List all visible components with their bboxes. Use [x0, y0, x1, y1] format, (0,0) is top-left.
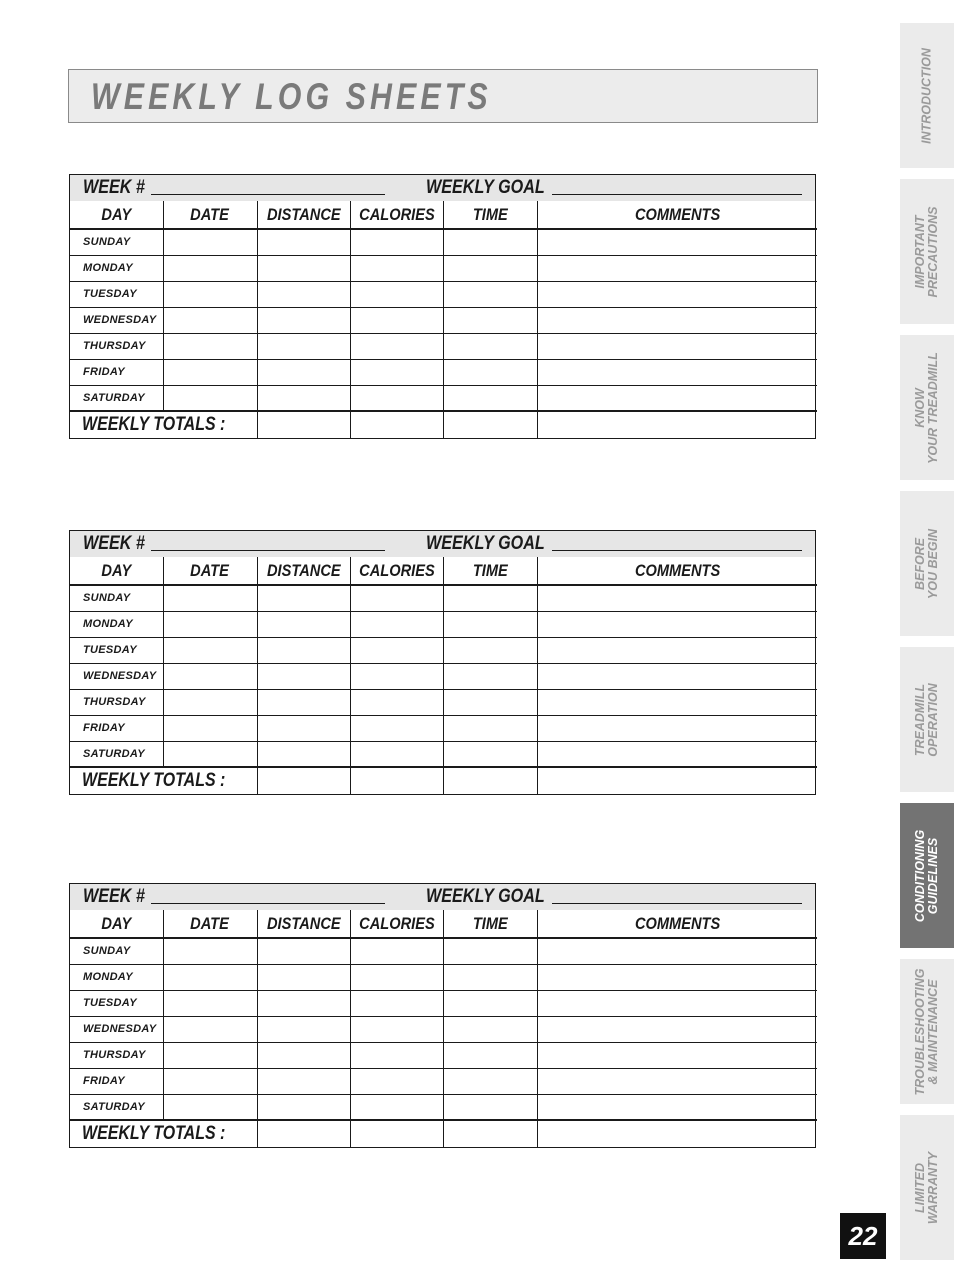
entry-cell[interactable]	[443, 307, 537, 333]
column-header	[537, 201, 817, 229]
weekly-goal-field[interactable]	[552, 903, 802, 904]
day-row	[70, 1016, 817, 1042]
entry-cell[interactable]	[443, 1094, 537, 1120]
total-cell[interactable]	[443, 1120, 537, 1147]
weekly-log-table	[69, 530, 816, 795]
week-number-label: WEEK #	[83, 533, 145, 554]
side-tab-line: OPERATION	[926, 682, 940, 757]
column-header-label: CALORIES	[358, 560, 435, 580]
day-row	[70, 585, 817, 611]
entry-cell[interactable]	[350, 307, 443, 333]
entry-cell[interactable]	[443, 611, 537, 637]
weekly-totals-label: WEEKLY TOTALS :	[70, 767, 257, 794]
column-header-label: COMMENTS	[634, 560, 720, 580]
column-header-row	[70, 910, 817, 938]
column-header-label: COMMENTS	[634, 204, 720, 224]
entry-cell[interactable]	[350, 255, 443, 281]
column-header-row	[70, 201, 817, 229]
entry-cell[interactable]	[163, 255, 257, 281]
entry-cell[interactable]	[443, 585, 537, 611]
entry-cell[interactable]	[257, 281, 350, 307]
day-row	[70, 333, 817, 359]
side-tab-label	[921, 48, 934, 144]
entry-cell[interactable]	[537, 689, 817, 715]
log-header	[70, 531, 815, 557]
column-header	[163, 557, 257, 585]
column-header-label: COMMENTS	[634, 913, 720, 933]
weekly-totals-label: WEEKLY TOTALS :	[70, 411, 257, 438]
weekly-log-table	[69, 174, 816, 439]
entry-cell[interactable]	[257, 663, 350, 689]
entry-cell[interactable]	[257, 255, 350, 281]
entry-cell[interactable]	[537, 990, 817, 1016]
weekly-goal-field[interactable]	[552, 194, 802, 195]
total-cell[interactable]	[443, 767, 537, 794]
entry-cell[interactable]	[163, 938, 257, 964]
side-tab[interactable]	[900, 647, 954, 792]
entry-cell[interactable]	[537, 385, 817, 411]
entry-cell[interactable]	[537, 663, 817, 689]
entry-cell[interactable]	[350, 663, 443, 689]
entry-cell[interactable]	[537, 1068, 817, 1094]
side-tab-line: YOUR TREADMILL	[926, 351, 940, 464]
entry-cell[interactable]	[257, 990, 350, 1016]
column-header	[537, 910, 817, 938]
day-label: WEDNESDAY	[70, 663, 163, 689]
side-tab-label	[914, 206, 940, 297]
log-header	[70, 884, 815, 910]
day-label: FRIDAY	[70, 715, 163, 741]
entry-cell[interactable]	[257, 637, 350, 663]
day-row	[70, 938, 817, 964]
entry-cell[interactable]	[257, 1094, 350, 1120]
entry-cell[interactable]	[537, 637, 817, 663]
entry-cell[interactable]	[443, 359, 537, 385]
day-label: MONDAY	[70, 255, 163, 281]
entry-cell[interactable]	[163, 307, 257, 333]
day-label: FRIDAY	[70, 359, 163, 385]
total-cell[interactable]	[537, 1120, 817, 1147]
side-tab-line: WARRANTY	[926, 1151, 940, 1224]
column-header-label: CALORIES	[358, 204, 435, 224]
entry-cell[interactable]	[163, 689, 257, 715]
side-tab-label	[914, 528, 940, 598]
day-label: SATURDAY	[70, 385, 163, 411]
entry-cell[interactable]	[443, 1068, 537, 1094]
entry-cell[interactable]	[350, 689, 443, 715]
entry-cell[interactable]	[350, 1068, 443, 1094]
day-row	[70, 663, 817, 689]
entry-cell[interactable]	[163, 333, 257, 359]
entry-cell[interactable]	[443, 990, 537, 1016]
entry-cell[interactable]	[163, 663, 257, 689]
side-tab[interactable]	[900, 179, 954, 324]
entry-cell[interactable]	[257, 689, 350, 715]
entry-cell[interactable]	[350, 990, 443, 1016]
column-header-label: DATE	[190, 913, 230, 933]
entry-cell[interactable]	[350, 637, 443, 663]
column-header-label: DATE	[190, 560, 230, 580]
day-label: SUNDAY	[70, 585, 163, 611]
entry-cell[interactable]	[350, 741, 443, 767]
side-tab[interactable]	[900, 803, 954, 948]
entry-cell[interactable]	[443, 663, 537, 689]
entry-cell[interactable]	[163, 990, 257, 1016]
column-header	[350, 910, 443, 938]
entry-cell[interactable]	[163, 637, 257, 663]
entry-cell[interactable]	[537, 1042, 817, 1068]
entry-cell[interactable]	[537, 585, 817, 611]
entry-cell[interactable]	[257, 741, 350, 767]
day-label: WEDNESDAY	[70, 1016, 163, 1042]
entry-cell[interactable]	[163, 359, 257, 385]
day-label: FRIDAY	[70, 1068, 163, 1094]
entry-cell[interactable]	[350, 229, 443, 255]
entry-cell[interactable]	[537, 741, 817, 767]
entry-cell[interactable]	[350, 611, 443, 637]
entry-cell[interactable]	[350, 964, 443, 990]
day-row	[70, 637, 817, 663]
entry-cell[interactable]	[350, 1042, 443, 1068]
total-cell[interactable]	[443, 411, 537, 438]
entry-cell[interactable]	[350, 333, 443, 359]
column-header-label: TIME	[472, 560, 508, 580]
side-tab-line: TROUBLESHOOTING	[913, 967, 927, 1096]
day-label: TUESDAY	[70, 637, 163, 663]
column-header-label: DATE	[190, 204, 230, 224]
total-cell[interactable]	[257, 767, 350, 794]
day-row	[70, 689, 817, 715]
entry-cell[interactable]	[537, 333, 817, 359]
day-row	[70, 229, 817, 255]
week-number-label: WEEK #	[83, 177, 145, 198]
entry-cell[interactable]	[163, 1068, 257, 1094]
column-header-label: DAY	[101, 560, 132, 580]
entry-cell[interactable]	[257, 307, 350, 333]
entry-cell[interactable]	[443, 964, 537, 990]
side-tab-line: YOU BEGIN	[926, 528, 940, 599]
entry-cell[interactable]	[257, 1042, 350, 1068]
column-header	[443, 557, 537, 585]
entry-cell[interactable]	[257, 964, 350, 990]
entry-cell[interactable]	[257, 229, 350, 255]
page-number: 22	[840, 1213, 886, 1259]
entry-cell[interactable]	[163, 1094, 257, 1120]
side-tab[interactable]	[900, 335, 954, 480]
day-label: TUESDAY	[70, 281, 163, 307]
column-header	[257, 557, 350, 585]
entry-cell[interactable]	[163, 385, 257, 411]
weekly-goal-label: WEEKLY GOAL	[426, 177, 545, 198]
entry-cell[interactable]	[163, 715, 257, 741]
column-header	[443, 201, 537, 229]
entry-cell[interactable]	[537, 229, 817, 255]
title-banner	[68, 69, 818, 123]
column-header	[350, 201, 443, 229]
side-tab-line: BEFORE	[913, 537, 927, 590]
entry-cell[interactable]	[350, 359, 443, 385]
column-header	[70, 201, 163, 229]
day-label: SATURDAY	[70, 1094, 163, 1120]
entry-cell[interactable]	[350, 1016, 443, 1042]
day-label: MONDAY	[70, 611, 163, 637]
day-row	[70, 1042, 817, 1068]
entry-cell[interactable]	[537, 359, 817, 385]
total-cell[interactable]	[350, 1120, 443, 1147]
column-header	[350, 557, 443, 585]
day-label: TUESDAY	[70, 990, 163, 1016]
entry-cell[interactable]	[537, 611, 817, 637]
entry-cell[interactable]	[163, 229, 257, 255]
side-tab[interactable]	[900, 959, 954, 1104]
column-header-label: CALORIES	[358, 913, 435, 933]
day-row	[70, 741, 817, 767]
column-header	[163, 910, 257, 938]
weekly-goal-field[interactable]	[552, 550, 802, 551]
day-row	[70, 359, 817, 385]
weekly-totals-label: WEEKLY TOTALS :	[70, 1120, 257, 1147]
column-header	[257, 201, 350, 229]
totals-row	[70, 1120, 817, 1147]
day-label: MONDAY	[70, 964, 163, 990]
side-tab-label	[914, 968, 940, 1095]
entry-cell[interactable]	[257, 938, 350, 964]
total-cell[interactable]	[257, 1120, 350, 1147]
entry-cell[interactable]	[257, 385, 350, 411]
entry-cell[interactable]	[257, 1068, 350, 1094]
entry-cell[interactable]	[537, 964, 817, 990]
entry-cell[interactable]	[350, 938, 443, 964]
side-tab[interactable]	[900, 491, 954, 636]
column-header-row	[70, 557, 817, 585]
week-number-field[interactable]	[151, 550, 385, 551]
entry-cell[interactable]	[257, 611, 350, 637]
entry-cell[interactable]	[163, 281, 257, 307]
day-label: SUNDAY	[70, 229, 163, 255]
entry-cell[interactable]	[257, 1016, 350, 1042]
page-title: WEEKLY LOG SHEETS	[91, 76, 492, 117]
log-header	[70, 175, 815, 201]
week-number-field[interactable]	[151, 194, 385, 195]
side-tab-label	[914, 683, 940, 756]
total-cell[interactable]	[350, 411, 443, 438]
total-cell[interactable]	[350, 767, 443, 794]
column-header	[443, 910, 537, 938]
entry-cell[interactable]	[537, 307, 817, 333]
day-label: THURSDAY	[70, 1042, 163, 1068]
side-tab-line: CONDITIONING	[913, 829, 927, 922]
side-tab-line: TREADMILL	[913, 683, 927, 756]
totals-row	[70, 411, 817, 438]
entry-cell[interactable]	[443, 938, 537, 964]
log-grid	[70, 201, 817, 438]
entry-cell[interactable]	[163, 585, 257, 611]
column-header	[70, 557, 163, 585]
entry-cell[interactable]	[537, 1094, 817, 1120]
entry-cell[interactable]	[443, 385, 537, 411]
entry-cell[interactable]	[257, 585, 350, 611]
day-row	[70, 990, 817, 1016]
day-row	[70, 385, 817, 411]
side-tab-label	[914, 829, 940, 921]
day-row	[70, 255, 817, 281]
column-header	[70, 910, 163, 938]
column-header-label: DISTANCE	[266, 560, 341, 580]
week-number-field[interactable]	[151, 903, 385, 904]
entry-cell[interactable]	[350, 715, 443, 741]
day-label: SUNDAY	[70, 938, 163, 964]
day-label: THURSDAY	[70, 689, 163, 715]
entry-cell[interactable]	[443, 1042, 537, 1068]
entry-cell[interactable]	[163, 1016, 257, 1042]
column-header	[163, 201, 257, 229]
day-row	[70, 307, 817, 333]
entry-cell[interactable]	[443, 333, 537, 359]
day-row	[70, 281, 817, 307]
entry-cell[interactable]	[257, 359, 350, 385]
day-label: WEDNESDAY	[70, 307, 163, 333]
entry-cell[interactable]	[163, 741, 257, 767]
entry-cell[interactable]	[257, 333, 350, 359]
day-row	[70, 964, 817, 990]
day-label: THURSDAY	[70, 333, 163, 359]
entry-cell[interactable]	[257, 715, 350, 741]
side-tab-line: KNOW	[913, 387, 927, 428]
entry-cell[interactable]	[443, 637, 537, 663]
day-row	[70, 715, 817, 741]
entry-cell[interactable]	[537, 255, 817, 281]
entry-cell[interactable]	[350, 1094, 443, 1120]
day-label: SATURDAY	[70, 741, 163, 767]
entry-cell[interactable]	[537, 715, 817, 741]
entry-cell[interactable]	[350, 385, 443, 411]
entry-cell[interactable]	[443, 229, 537, 255]
log-grid	[70, 557, 817, 794]
total-cell[interactable]	[537, 767, 817, 794]
entry-cell[interactable]	[163, 964, 257, 990]
entry-cell[interactable]	[443, 1016, 537, 1042]
side-tab-line: LIMITED	[913, 1162, 927, 1213]
weekly-goal-label: WEEKLY GOAL	[426, 533, 545, 554]
entry-cell[interactable]	[350, 281, 443, 307]
weekly-goal-label: WEEKLY GOAL	[426, 886, 545, 907]
weekly-log-table	[69, 883, 816, 1148]
column-header-label: TIME	[472, 204, 508, 224]
side-tab-line: INTRODUCTION	[919, 47, 934, 144]
column-header-label: DISTANCE	[266, 913, 341, 933]
entry-cell[interactable]	[163, 1042, 257, 1068]
column-header	[537, 557, 817, 585]
column-header-label: DISTANCE	[266, 204, 341, 224]
column-header-label: DAY	[101, 913, 132, 933]
side-tab-line: GUIDELINES	[926, 837, 940, 914]
total-cell[interactable]	[537, 411, 817, 438]
entry-cell[interactable]	[443, 689, 537, 715]
column-header-label: DAY	[101, 204, 132, 224]
week-number-label: WEEK #	[83, 886, 145, 907]
column-header	[257, 910, 350, 938]
entry-cell[interactable]	[537, 938, 817, 964]
totals-row	[70, 767, 817, 794]
entry-cell[interactable]	[537, 1016, 817, 1042]
entry-cell[interactable]	[443, 715, 537, 741]
side-tab[interactable]	[900, 1115, 954, 1260]
total-cell[interactable]	[257, 411, 350, 438]
side-tab-line: IMPORTANT	[913, 214, 927, 289]
day-row	[70, 611, 817, 637]
log-grid	[70, 910, 817, 1147]
side-tab-line: PRECAUTIONS	[926, 206, 940, 297]
side-tab[interactable]	[900, 23, 954, 168]
entry-cell[interactable]	[443, 741, 537, 767]
day-row	[70, 1094, 817, 1120]
column-header-label: TIME	[472, 913, 508, 933]
side-tab-label	[914, 352, 940, 464]
day-row	[70, 1068, 817, 1094]
entry-cell[interactable]	[443, 281, 537, 307]
entry-cell[interactable]	[537, 281, 817, 307]
entry-cell[interactable]	[350, 585, 443, 611]
side-tab-line: & MAINTENANCE	[926, 979, 940, 1084]
side-tab-label	[914, 1151, 940, 1223]
entry-cell[interactable]	[443, 255, 537, 281]
entry-cell[interactable]	[163, 611, 257, 637]
